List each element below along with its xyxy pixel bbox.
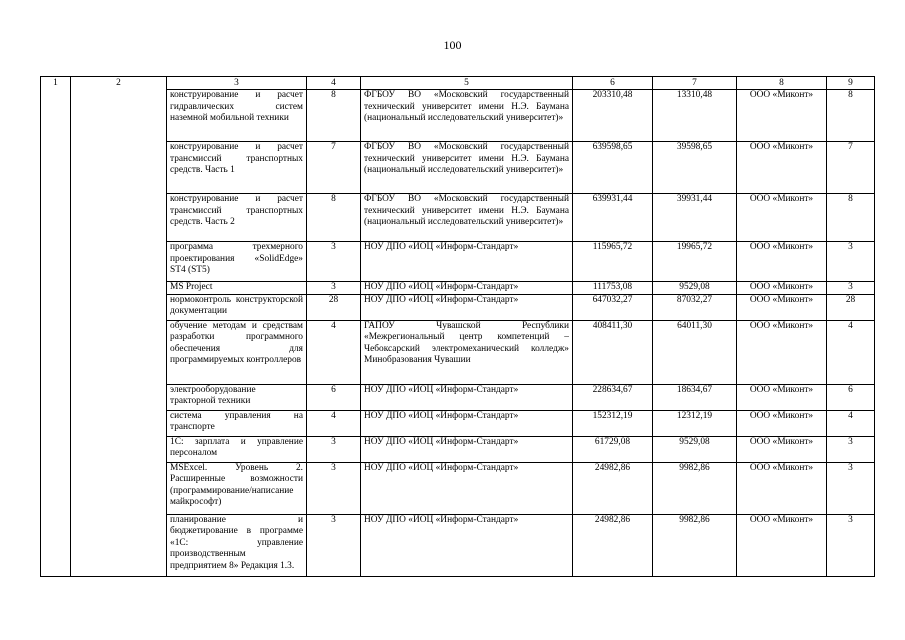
- supplier-cell: ООО «Миконт»: [737, 410, 827, 436]
- header-col-4: 4: [307, 77, 361, 90]
- table-row: [41, 320, 875, 384]
- total-cost-cell: 639598,65: [573, 142, 653, 194]
- course-name-cell: система управления на транспорте: [167, 410, 307, 436]
- organization-cell: НОУ ДПО «ИОЦ «Информ-Стандарт»: [361, 436, 573, 462]
- hours-cell: 28: [307, 294, 361, 320]
- table-row: [41, 462, 875, 514]
- total-cost-cell: 203310,48: [573, 90, 653, 142]
- course-name-cell: MS Project: [167, 282, 307, 295]
- organization-cell: НОУ ДПО «ИОЦ «Информ-Стандарт»: [361, 384, 573, 410]
- col-1-empty-cell: [41, 242, 71, 282]
- col-2-empty-cell: [71, 384, 167, 410]
- organization-cell: НОУ ДПО «ИОЦ «Информ-Стандарт»: [361, 242, 573, 282]
- hours-cell: 6: [307, 384, 361, 410]
- table-row: [41, 514, 875, 576]
- col-1-empty-cell: [41, 90, 71, 142]
- supplier-cell: ООО «Миконт»: [737, 282, 827, 295]
- amount-cell: 18634,67: [653, 384, 737, 410]
- col-1-empty-cell: [41, 320, 71, 384]
- col-2-empty-cell: [71, 320, 167, 384]
- col-1-empty-cell: [41, 142, 71, 194]
- supplier-cell: ООО «Миконт»: [737, 90, 827, 142]
- organization-cell: НОУ ДПО «ИОЦ «Информ-Стандарт»: [361, 514, 573, 576]
- col-1-empty-cell: [41, 436, 71, 462]
- col-2-empty-cell: [71, 242, 167, 282]
- total-cost-cell: 228634,67: [573, 384, 653, 410]
- count-cell: 3: [827, 462, 875, 514]
- amount-cell: 9982,86: [653, 462, 737, 514]
- amount-cell: 9529,08: [653, 436, 737, 462]
- hours-cell: 4: [307, 320, 361, 384]
- table-row: [41, 242, 875, 282]
- supplier-cell: ООО «Миконт»: [737, 436, 827, 462]
- supplier-cell: ООО «Миконт»: [737, 294, 827, 320]
- col-2-empty-cell: [71, 142, 167, 194]
- hours-cell: 4: [307, 410, 361, 436]
- col-1-empty-cell: [41, 282, 71, 295]
- table-body: [41, 77, 875, 577]
- supplier-cell: ООО «Миконт»: [737, 242, 827, 282]
- col-1-empty-cell: [41, 384, 71, 410]
- data-table: [40, 76, 875, 577]
- count-cell: 3: [827, 514, 875, 576]
- amount-cell: 9529,08: [653, 282, 737, 295]
- col-2-empty-cell: [71, 462, 167, 514]
- col-1-empty-cell: [41, 294, 71, 320]
- table-row: [41, 282, 875, 295]
- supplier-cell: ООО «Миконт»: [737, 462, 827, 514]
- supplier-cell: ООО «Миконт»: [737, 194, 827, 242]
- organization-cell: НОУ ДПО «ИОЦ «Информ-Стандарт»: [361, 410, 573, 436]
- table-header-row: [41, 77, 875, 90]
- col-2-empty-cell: [71, 90, 167, 142]
- course-name-cell: планирование и бюджетирование в программе «1С: управление производственным предприятием 8» Редакция 1.3.: [167, 514, 307, 576]
- organization-cell: НОУ ДПО «ИОЦ «Информ-Стандарт»: [361, 294, 573, 320]
- hours-cell: 3: [307, 282, 361, 295]
- amount-cell: 12312,19: [653, 410, 737, 436]
- header-col-6: 6: [573, 77, 653, 90]
- organization-cell: НОУ ДПО «ИОЦ «Информ-Стандарт»: [361, 462, 573, 514]
- col-2-empty-cell: [71, 294, 167, 320]
- hours-cell: 3: [307, 436, 361, 462]
- header-col-9: 9: [827, 77, 875, 90]
- col-1-empty-cell: [41, 410, 71, 436]
- course-name-cell: обучение методам и средствам разработки программного обеспечения для программируемых контроллеров: [167, 320, 307, 384]
- count-cell: 8: [827, 90, 875, 142]
- amount-cell: 9982,86: [653, 514, 737, 576]
- col-2-empty-cell: [71, 282, 167, 295]
- course-name-cell: MSExcel. Уровень 2. Расширенные возможности (программирование/написание майкрософт): [167, 462, 307, 514]
- supplier-cell: ООО «Миконт»: [737, 320, 827, 384]
- col-1-empty-cell: [41, 194, 71, 242]
- organization-cell: НОУ ДПО «ИОЦ «Информ-Стандарт»: [361, 282, 573, 295]
- course-name-cell: конструирование и расчет гидравлических систем наземной мобильной техники: [167, 90, 307, 142]
- header-col-7: 7: [653, 77, 737, 90]
- header-col-5: 5: [361, 77, 573, 90]
- supplier-cell: ООО «Миконт»: [737, 384, 827, 410]
- count-cell: 7: [827, 142, 875, 194]
- total-cost-cell: 111753,08: [573, 282, 653, 295]
- total-cost-cell: 639931,44: [573, 194, 653, 242]
- total-cost-cell: 61729,08: [573, 436, 653, 462]
- organization-cell: ФГБОУ ВО «Московский государственный технический университет имени Н.Э. Баумана (национальный исследовательский университет)»: [361, 90, 573, 142]
- col-1-empty-cell: [41, 514, 71, 576]
- count-cell: 4: [827, 320, 875, 384]
- supplier-cell: ООО «Миконт»: [737, 142, 827, 194]
- hours-cell: 3: [307, 242, 361, 282]
- header-col-1: 1: [41, 77, 71, 90]
- hours-cell: 3: [307, 462, 361, 514]
- count-cell: 28: [827, 294, 875, 320]
- amount-cell: 19965,72: [653, 242, 737, 282]
- course-name-cell: программа трехмерного проектирования «SolidEdge» ST4 (ST5): [167, 242, 307, 282]
- total-cost-cell: 24982,86: [573, 462, 653, 514]
- table-row: [41, 90, 875, 142]
- header-col-3: 3: [167, 77, 307, 90]
- amount-cell: 87032,27: [653, 294, 737, 320]
- organization-cell: ФГБОУ ВО «Московский государственный технический университет имени Н.Э. Баумана (национальный исследовательский университет)»: [361, 142, 573, 194]
- count-cell: 6: [827, 384, 875, 410]
- table-row: [41, 294, 875, 320]
- supplier-cell: ООО «Миконт»: [737, 514, 827, 576]
- count-cell: 3: [827, 242, 875, 282]
- course-name-cell: конструирование и расчет трансмиссий транспортных средств. Часть 1: [167, 142, 307, 194]
- count-cell: 8: [827, 194, 875, 242]
- amount-cell: 39598,65: [653, 142, 737, 194]
- header-col-8: 8: [737, 77, 827, 90]
- col-2-empty-cell: [71, 194, 167, 242]
- total-cost-cell: 647032,27: [573, 294, 653, 320]
- organization-cell: ФГБОУ ВО «Московский государственный технический университет имени Н.Э. Баумана (национальный исследовательский университет)»: [361, 194, 573, 242]
- count-cell: 3: [827, 282, 875, 295]
- count-cell: 3: [827, 436, 875, 462]
- course-name-cell: конструирование и расчет трансмиссий транспортных средств. Часть 2: [167, 194, 307, 242]
- hours-cell: 3: [307, 514, 361, 576]
- total-cost-cell: 24982,86: [573, 514, 653, 576]
- amount-cell: 13310,48: [653, 90, 737, 142]
- hours-cell: 8: [307, 194, 361, 242]
- col-1-empty-cell: [41, 462, 71, 514]
- col-2-empty-cell: [71, 410, 167, 436]
- count-cell: 4: [827, 410, 875, 436]
- table-row: [41, 142, 875, 194]
- course-name-cell: нормоконтроль конструкторской документации: [167, 294, 307, 320]
- table-row: [41, 194, 875, 242]
- hours-cell: 8: [307, 90, 361, 142]
- organization-cell: ГАПОУ Чувашской Республики «Межрегиональный центр компетенций – Чебоксарский электромеханический колледж» Минобразования Чувашии: [361, 320, 573, 384]
- course-name-cell: 1С: зарплата и управление персоналом: [167, 436, 307, 462]
- course-name-cell: электрооборудование тракторной техники: [167, 384, 307, 410]
- amount-cell: 39931,44: [653, 194, 737, 242]
- table-row: [41, 384, 875, 410]
- total-cost-cell: 152312,19: [573, 410, 653, 436]
- hours-cell: 7: [307, 142, 361, 194]
- total-cost-cell: 115965,72: [573, 242, 653, 282]
- header-col-2: 2: [71, 77, 167, 90]
- total-cost-cell: 408411,30: [573, 320, 653, 384]
- table-row: [41, 436, 875, 462]
- page-number: 100: [443, 38, 462, 52]
- col-2-empty-cell: [71, 514, 167, 576]
- table-row: [41, 410, 875, 436]
- amount-cell: 64011,30: [653, 320, 737, 384]
- col-2-empty-cell: [71, 436, 167, 462]
